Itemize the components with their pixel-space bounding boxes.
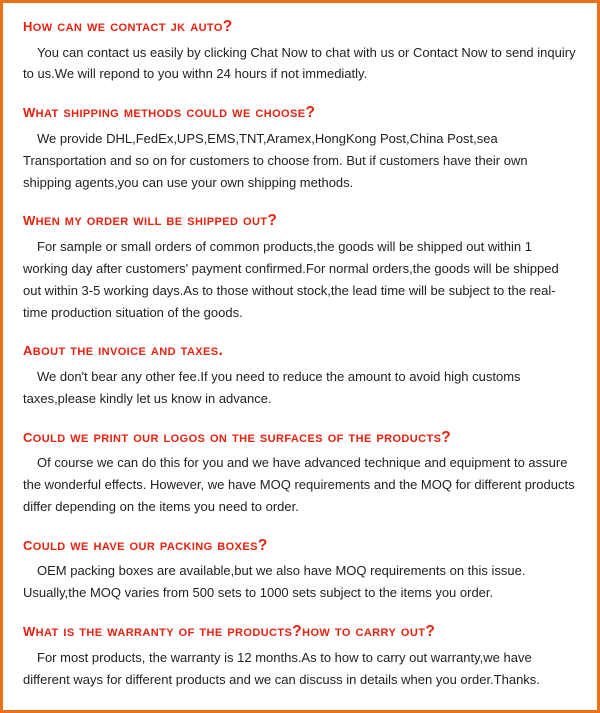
faq-item	[23, 13, 577, 85]
faq-question: when my order will be shipped out?	[23, 209, 278, 231]
faq-item	[23, 532, 577, 604]
faq-answer: Of course we can do this for you and we have advanced technique and equipment to assure the wonderful effects. However, we have MOQ requirements and the MOQ for different products differ depending on the items you need to order.	[23, 455, 575, 514]
faq-question: how can we contact jk auto?	[23, 15, 233, 36]
faq-question: could we print our logos on the surfaces of the products?	[23, 425, 452, 447]
faq-question: could we have our packing boxes?	[23, 533, 268, 555]
faq-question: what is the warranty of the products?how to carry out?	[23, 620, 436, 642]
faq-item	[23, 424, 577, 518]
faq-question: what shipping methods could we choose?	[23, 101, 316, 123]
faq-answer: For sample or small orders of common products,the goods will be shipped out within 1 working day after customers' payment confirmed.For normal orders,the goods will be shipped out within 3-5 working days.As to those without stock,the lead time will be subject to the real-time production situation of the goods.	[23, 239, 559, 320]
faq-item	[23, 618, 577, 690]
faq-answer: OEM packing boxes are available,but we also have MOQ requirements on this issue. Usually,the MOQ varies from 500 sets to 1000 sets subject to the items you order.	[23, 563, 526, 601]
faq-item	[23, 337, 577, 409]
faq-question: about the invoice and taxes.	[23, 339, 224, 361]
faq-answer: For most products, the warranty is 12 months.As to how to carry out warranty,we have different ways for different products and we can discuss in details when you order.Thanks.	[23, 649, 540, 687]
faq-answer: We don't bear any other fee.If you need to reduce the amount to avoid high customs taxes,please kindly let us know in advance.	[23, 369, 521, 406]
faq-answer: We provide DHL,FedEx,UPS,EMS,TNT,Aramex,HongKong Post,China Post,sea Transportation and so on for customers to choose from. But if customers have their own shipping agents,you can use your own shipping methods.	[23, 130, 528, 190]
faq-item	[23, 207, 577, 323]
faq-answer: You can contact us easily by clicking Chat Now to chat with us or Contact Now to send inquiry to us.We will repond to you withn 24 hours if not immediatly.	[23, 44, 576, 82]
faq-item	[23, 99, 577, 193]
